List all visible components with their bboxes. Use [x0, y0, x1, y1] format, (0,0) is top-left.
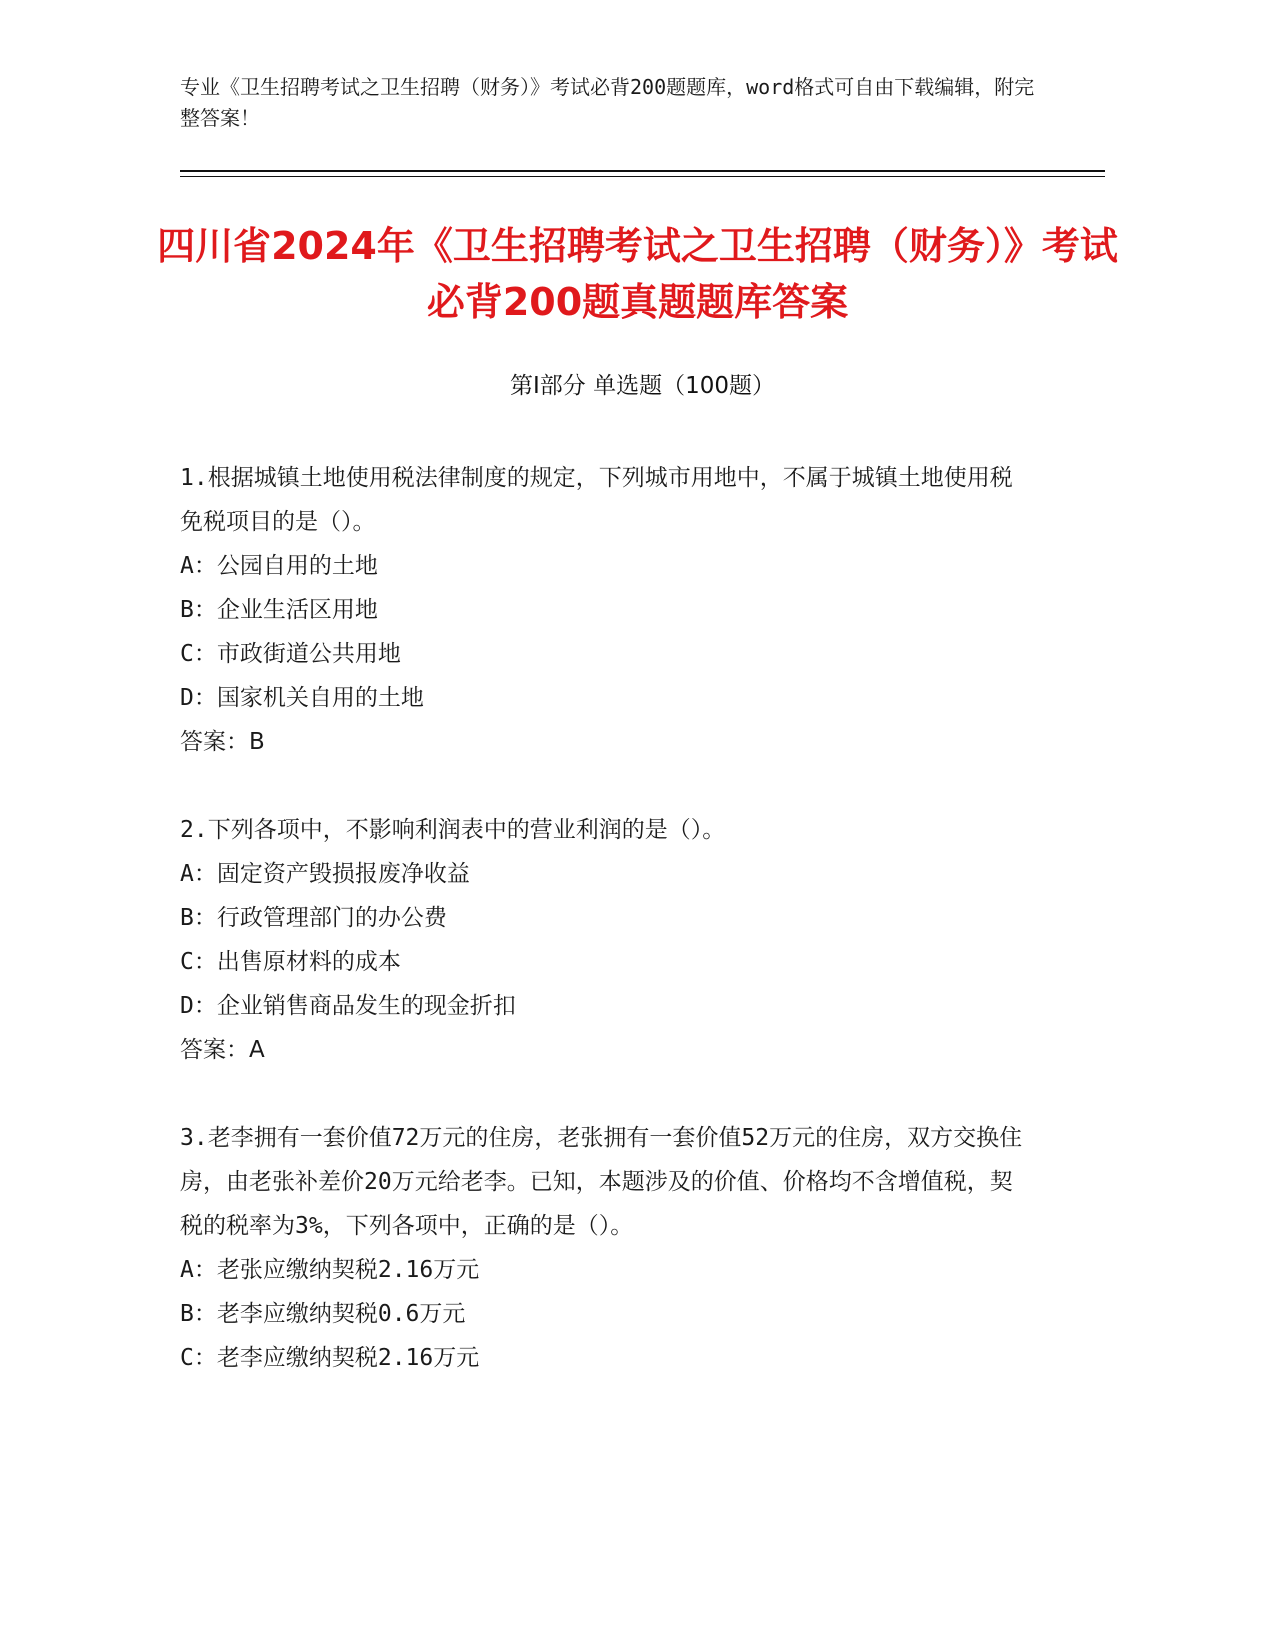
question-3 — [180, 1116, 1030, 1380]
question-2 — [180, 808, 1030, 1072]
option-c: C：老李应缴纳契税2.16万元 — [180, 1345, 480, 1371]
intro-text: 专业《卫生招聘考试之卫生招聘（财务）》考试必背200题题库，word格式可自由下载编辑，附完整答案！ — [180, 75, 1035, 130]
question-text: 2.下列各项中，不影响利润表中的营业利润的是（）。 — [180, 817, 726, 843]
answer-text: 答案：A — [180, 1037, 265, 1063]
option-a: A：公园自用的土地 — [180, 553, 378, 579]
option-a: A：老张应缴纳契税2.16万元 — [180, 1257, 480, 1283]
question-list — [180, 456, 1030, 1424]
question-1 — [180, 456, 1030, 764]
option-b: B：企业生活区用地 — [180, 597, 378, 623]
option-c: C：出售原材料的成本 — [180, 949, 401, 975]
option-b: B：老李应缴纳契税0.6万元 — [180, 1301, 466, 1327]
header-rule-thin — [180, 176, 1105, 177]
option-d: D：企业销售商品发生的现金折扣 — [180, 993, 516, 1019]
option-d: D：国家机关自用的土地 — [180, 685, 424, 711]
answer-text: 答案：B — [180, 729, 265, 755]
question-text: 3.老李拥有一套价值72万元的住房，老张拥有一套价值52万元的住房，双方交换住房，由老张补差价20万元给老李。已知，本题涉及的价值、价格均不含增值税，契税的税率为3%，下列各项中，正确的是（）。 — [180, 1125, 1023, 1239]
option-b: B：行政管理部门的办公费 — [180, 905, 447, 931]
document-title: 四川省2024年《卫生招聘考试之卫生招聘（财务）》考试必背200题真题题库答案 — [157, 224, 1118, 324]
section-heading: 第I部分 单选题（100题） — [510, 373, 775, 399]
header-rule-thick — [180, 170, 1105, 172]
question-text: 1.根据城镇土地使用税法律制度的规定，下列城市用地中，不属于城镇土地使用税免税项目的是（）。 — [180, 465, 1013, 535]
option-a: A：固定资产毁损报废净收益 — [180, 861, 470, 887]
option-c: C：市政街道公共用地 — [180, 641, 401, 667]
